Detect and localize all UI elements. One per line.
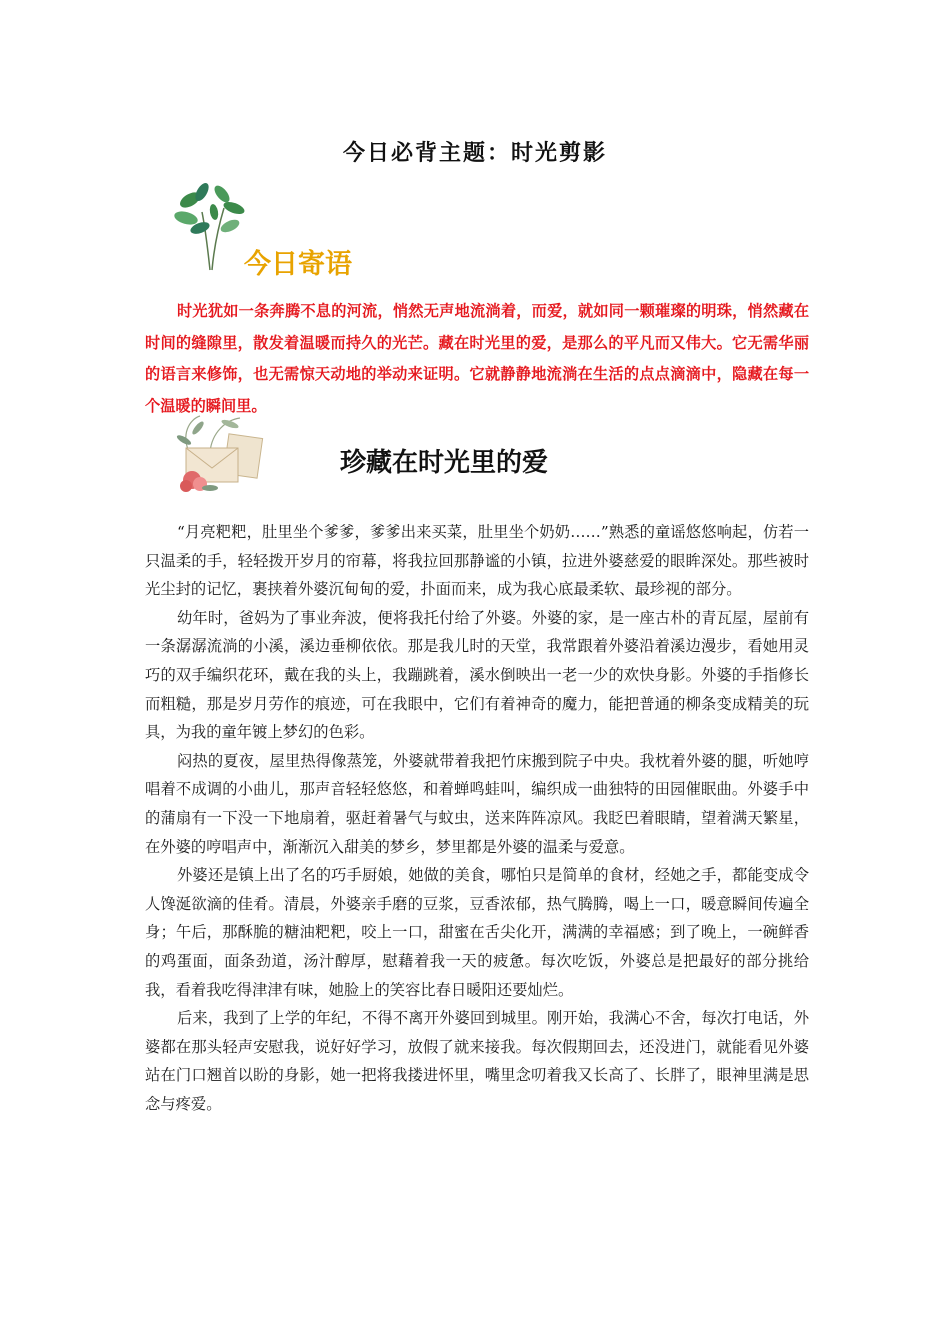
daily-message-text: 时光犹如一条奔腾不息的河流，悄然无声地流淌着，而爱，就如同一颗璀璨的明珠，悄然藏在时间的缝隙里，散发着温暖而持久的光芒。藏在时光里的爱，是那么的平凡而又伟大。它无需华丽的语言来修饰，也无需惊天动地的举动来证明。它就静静地流淌在生活的点点滴滴中，隐藏在每一个温暖的瞬间里。 — [145, 302, 809, 415]
essay-paragraph: 幼年时，爸妈为了事业奔波，便将我托付给了外婆。外婆的家，是一座古朴的青瓦屋，屋前有一条潺潺流淌的小溪，溪边垂柳依依。那是我儿时的天堂，我常跟着外婆沿着溪边漫步，看她用灵巧的双手编织花环，戴在我的头上，我蹦跳着，溪水倒映出一老一少的欢快身影。外婆的手指修长而粗糙，那是岁月劳作的痕迹，可在我眼中，它们有着神奇的魔力，能把普通的柳条变成精美的玩具，为我的童年镀上梦幻的色彩。 — [145, 608, 809, 742]
essay-paragraph: 后来，我到了上学的年纪，不得不离开外婆回到城里。刚开始，我满心不舍，每次打电话，外婆都在那头轻声安慰我，说好好学习，放假了就来接我。每次假期回去，还没进门，就能看见外婆站在门口翘首以盼的身影，她一把将我搂进怀里，嘴里念叨着我又长高了、长胖了，眼神里满是思念与疼爱。 — [145, 1009, 809, 1113]
page-title: 今日必背主题：时光剪影 — [342, 140, 607, 166]
envelope-flower-icon — [170, 414, 266, 498]
essay-paragraph: 闷热的夏夜，屋里热得像蒸笼，外婆就带着我把竹床搬到院子中央。我枕着外婆的腿，听她哼唱着不成调的小曲儿，那声音轻轻悠悠，和着蝉鸣蛙叫，编织成一曲独特的田园催眠曲。外婆手中的蒲扇有一下没一下地扇着，驱赶着暑气与蚊虫，送来阵阵凉风。我眨巴着眼睛，望着满天繁星，在外婆的哼唱声中，渐渐沉入甜美的梦乡，梦里都是外婆的温柔与爱意。 — [145, 751, 809, 856]
essay-paragraph: 外婆还是镇上出了名的巧手厨娘，她做的美食，哪怕只是简单的食材，经她之手，都能变成令人馋涎欲滴的佳肴。清晨，外婆亲手磨的豆浆，豆香浓郁，热气腾腾，喝上一口，暖意瞬间传遍全身；午后，那酥脆的糖油粑粑，咬上一口，甜蜜在舌尖化开，满满的幸福感；到了晚上，一碗鲜香的鸡蛋面，面条劲道，汤汁醇厚，慰藉着我一天的疲惫。每次吃饭，外婆总是把最好的部分挑给我，看着我吃得津津有味，她脸上的笑容比春日暖阳还要灿烂。 — [145, 866, 809, 999]
daily-message-heading: 今日寄语 — [244, 249, 352, 280]
essay-body — [145, 518, 809, 1118]
essay-paragraph: “月亮粑粑，肚里坐个爹爹，爹爹出来买菜，肚里坐个奶奶……”熟悉的童谣悠悠响起，仿若一只温柔的手，轻轻拨开岁月的帘幕，将我拉回那静谧的小镇，拉进外婆慈爱的眼眸深处。那些被时光尘封的记忆，裹挟着外婆沉甸甸的爱，扑面而来，成为我心底最柔软、最珍视的部分。 — [145, 523, 809, 599]
leaf-branch-icon — [172, 182, 248, 272]
essay-title: 珍藏在时光里的爱 — [340, 448, 549, 478]
